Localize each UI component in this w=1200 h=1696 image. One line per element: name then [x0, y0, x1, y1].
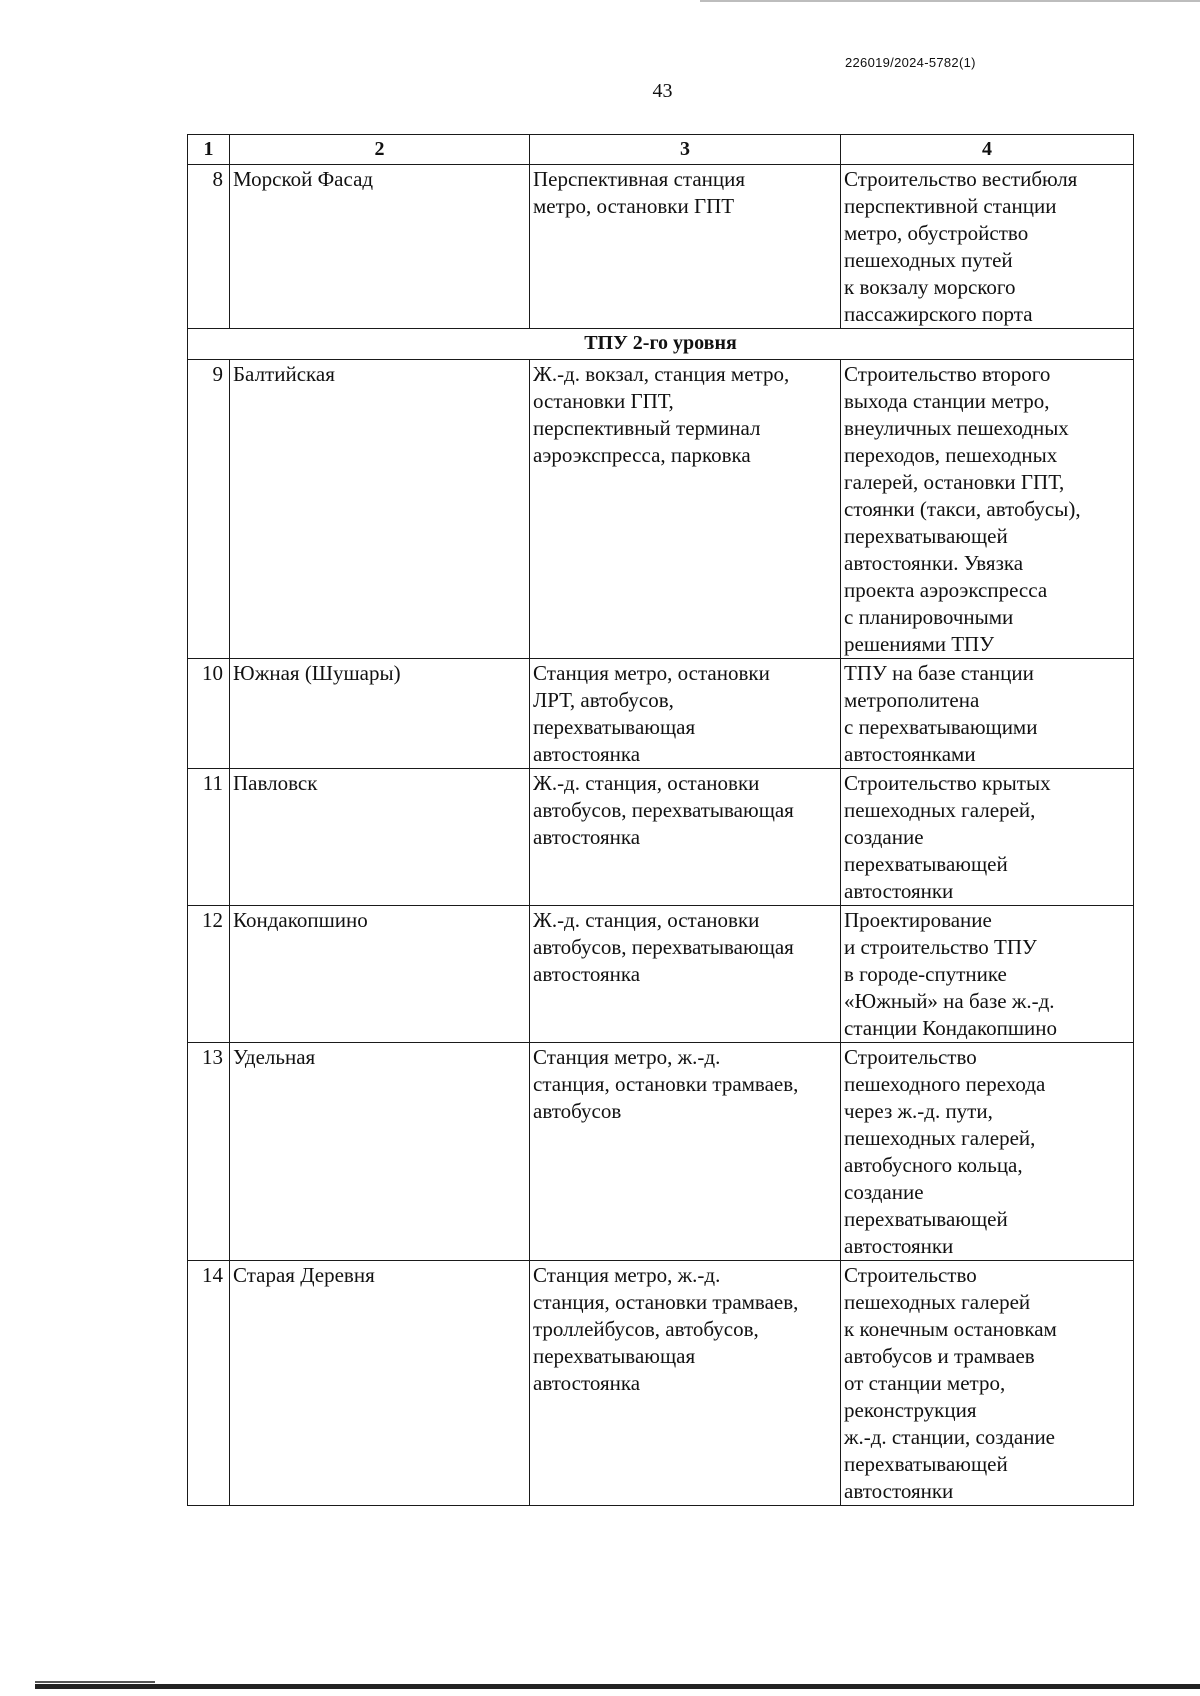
document-id: 226019/2024-5782(1): [845, 55, 976, 70]
row-number: 14: [188, 1261, 230, 1506]
tpu-name: Южная (Шушары): [230, 659, 530, 769]
table-row: [188, 769, 1134, 906]
tpu-name: Кондакопшино: [230, 906, 530, 1043]
page-number: 43: [652, 80, 673, 102]
table-row: [188, 360, 1134, 659]
row-number: 8: [188, 165, 230, 329]
tpu-name: Морской Фасад: [230, 165, 530, 329]
header-col-1: 1: [188, 135, 230, 165]
section-row: [188, 329, 1134, 360]
tpu-name: Павловск: [230, 769, 530, 906]
table-row: [188, 659, 1134, 769]
tpu-name: Балтийская: [230, 360, 530, 659]
transport-elements: Станция метро, остановки ЛРТ, автобусов, перехватывающая автостоянка: [530, 659, 841, 769]
transport-elements: Ж.-д. станция, остановки автобусов, перехватывающая автостоянка: [530, 906, 841, 1043]
planned-measures: Строительство второго выхода станции метро, внеуличных пешеходных переходов, пешеходных галерей, остановки ГПТ, стоянки (такси, автобусы), перехватывающей автостоянки. Увязка проекта аэроэкспресса с планировочными решениями ТПУ: [841, 360, 1134, 659]
header-col-4: 4: [841, 135, 1134, 165]
planned-measures: ТПУ на базе станции метрополитена с перехватывающими автостоянками: [841, 659, 1134, 769]
row-number: 11: [188, 769, 230, 906]
transport-elements: Станция метро, ж.-д. станция, остановки трамваев, троллейбусов, автобусов, перехватывающая автостоянка: [530, 1261, 841, 1506]
bottom-scan-rule-thin: [35, 1681, 155, 1683]
row-number: 9: [188, 360, 230, 659]
transport-elements: Ж.-д. станция, остановки автобусов, перехватывающая автостоянка: [530, 769, 841, 906]
tpu-name: Удельная: [230, 1043, 530, 1261]
transport-elements: Ж.-д. вокзал, станция метро, остановки ГПТ, перспективный терминал аэроэкспресса, парковка: [530, 360, 841, 659]
transport-elements: Перспективная станция метро, остановки ГПТ: [530, 165, 841, 329]
row-number: 10: [188, 659, 230, 769]
planned-measures: Проектирование и строительство ТПУ в городе-спутнике «Южный» на базе ж.-д. станции Кондакопшино: [841, 906, 1134, 1043]
header-col-2: 2: [230, 135, 530, 165]
planned-measures: Строительство вестибюля перспективной станции метро, обустройство пешеходных путей к вокзалу морского пассажирского порта: [841, 165, 1134, 329]
tpu-name: Старая Деревня: [230, 1261, 530, 1506]
table-row: [188, 1043, 1134, 1261]
table-row: [188, 906, 1134, 1043]
row-number: 12: [188, 906, 230, 1043]
section-title: ТПУ 2-го уровня: [188, 329, 1134, 360]
table-row: [188, 165, 1134, 329]
header-col-3: 3: [530, 135, 841, 165]
planned-measures: Строительство крытых пешеходных галерей, создание перехватывающей автостоянки: [841, 769, 1134, 906]
bottom-scan-rule: [35, 1684, 1200, 1689]
measures-table: [187, 134, 1134, 1506]
header-row: [188, 135, 1134, 165]
row-number: 13: [188, 1043, 230, 1261]
transport-elements: Станция метро, ж.-д. станция, остановки трамваев, автобусов: [530, 1043, 841, 1261]
table-row: [188, 1261, 1134, 1506]
top-scan-rule: [700, 0, 1200, 2]
planned-measures: Строительство пешеходного перехода через ж.-д. пути, пешеходных галерей, автобусного кольца, создание перехватывающей автостоянки: [841, 1043, 1134, 1261]
planned-measures: Строительство пешеходных галерей к конечным остановкам автобусов и трамваев от станции метро, реконструкция ж.-д. станции, создание перехватывающей автостоянки: [841, 1261, 1134, 1506]
